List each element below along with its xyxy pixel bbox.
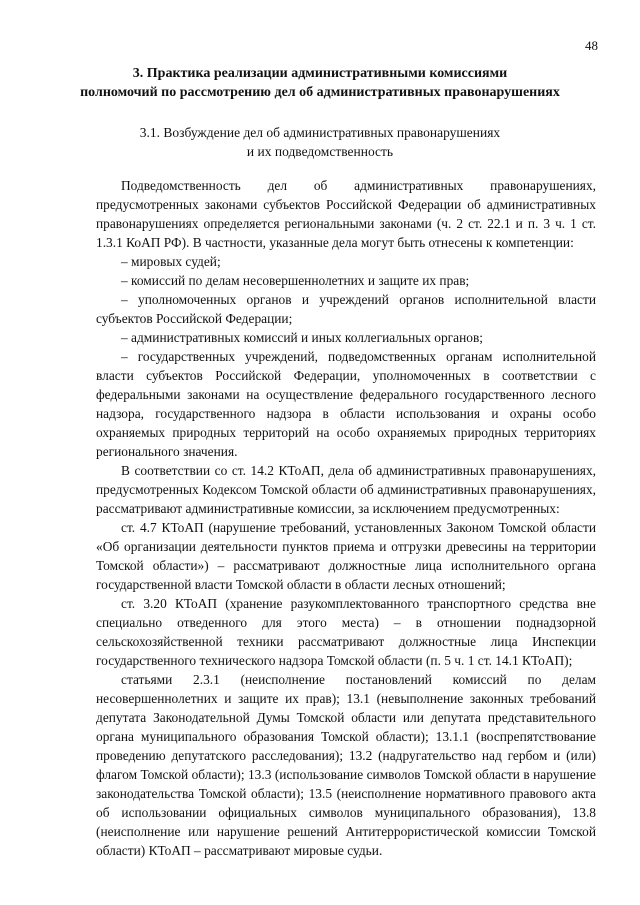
list-item: – комиссий по делам несовершеннолетних и защите их прав; bbox=[121, 273, 470, 288]
subsection-heading-line-2: и их подведомственность bbox=[246, 143, 394, 159]
list-item: – мировых судей; bbox=[121, 254, 221, 269]
subsection-heading-line-1: 3.1. Возбуждение дел об административных правонарушениях bbox=[139, 125, 501, 140]
body-text bbox=[96, 176, 596, 860]
paragraph: ст. 4.7 КТоАП (нарушение требований, установленных Законом Томской области «Об организации деятельности пунктов приема и отгрузки древесины на территории Томской области») – рассматривают должностные лица исполнительного органа государственной власти Томской области в области лесных отношений; bbox=[96, 520, 596, 592]
list-item: – государственных учреждений, подведомственных органам исполнительной власти субъектов Российской Федерации, уполномоченных в соответствии с федеральными законами на осуществление федерального государственного лесного надзора, государственного надзора в области использования и охраны особо охраняемых природных территорий на особо охраняемых природных территориях регионального значения. bbox=[96, 349, 596, 459]
list-item: – уполномоченных органов и учреждений органов исполнительной власти субъектов Российской Федерации; bbox=[96, 292, 596, 326]
paragraph: В соответствии со ст. 14.2 КТоАП, дела об административных правонарушениях, предусмотренных Кодексом Томской области об административных правонарушениях, рассматривают административные комиссии, за исключением предусмотренных: bbox=[96, 463, 596, 516]
section-heading-line-1: 3. Практика реализации административными комиссиями bbox=[132, 66, 508, 81]
list-item: – административных комиссий и иных коллегиальных органов; bbox=[121, 330, 484, 345]
subsection-heading bbox=[50, 124, 590, 161]
paragraph-intro: Подведомственность дел об административных правонарушениях, предусмотренных законами субъектов Российской Федерации об административных правонарушениях определяется региональными законами (ч. 2 ст. 22.1 и п. 3 ч. 1 ст. 1.3.1 КоАП РФ). В частности, указанные дела могут быть отнесены к компетенции: bbox=[96, 178, 596, 250]
page-number: 48 bbox=[585, 38, 598, 53]
paragraph: ст. 3.20 КТоАП (хранение разукомплектованного транспортного средства вне специально отведенного для этого места) – в отношении поднадзорной сельскохозяйственной техники рассматривают должностные лица Инспекции государственного технического надзора Томской области (п. 5 ч. 1 ст. 14.1 КТоАП); bbox=[96, 596, 596, 668]
paragraph: статьями 2.3.1 (неисполнение постановлений комиссий по делам несовершеннолетних и защите их прав); 13.1 (невыполнение законных требований депутата Законодательной Думы Томской области или депутата представительного органа муниципального образования Томской области); 13.1.1 (воспрепятствование проведению депутатского расследования); 13.2 (надругательство над гербом и (или) флагом Томской области); 13.3 (использование символов Томской области в нарушение законодательства Томской области); 13.5 (неисполнение нормативного правового акта об использовании официальных символов муниципального образования), 13.8 (неисполнение или нарушение решений Антитеррористической комиссии Томской области) КТоАП – рассматривают мировые судьи. bbox=[96, 672, 596, 858]
section-heading bbox=[50, 64, 590, 102]
section-heading-line-2: полномочий по рассмотрению дел об административных правонарушениях bbox=[80, 85, 560, 100]
